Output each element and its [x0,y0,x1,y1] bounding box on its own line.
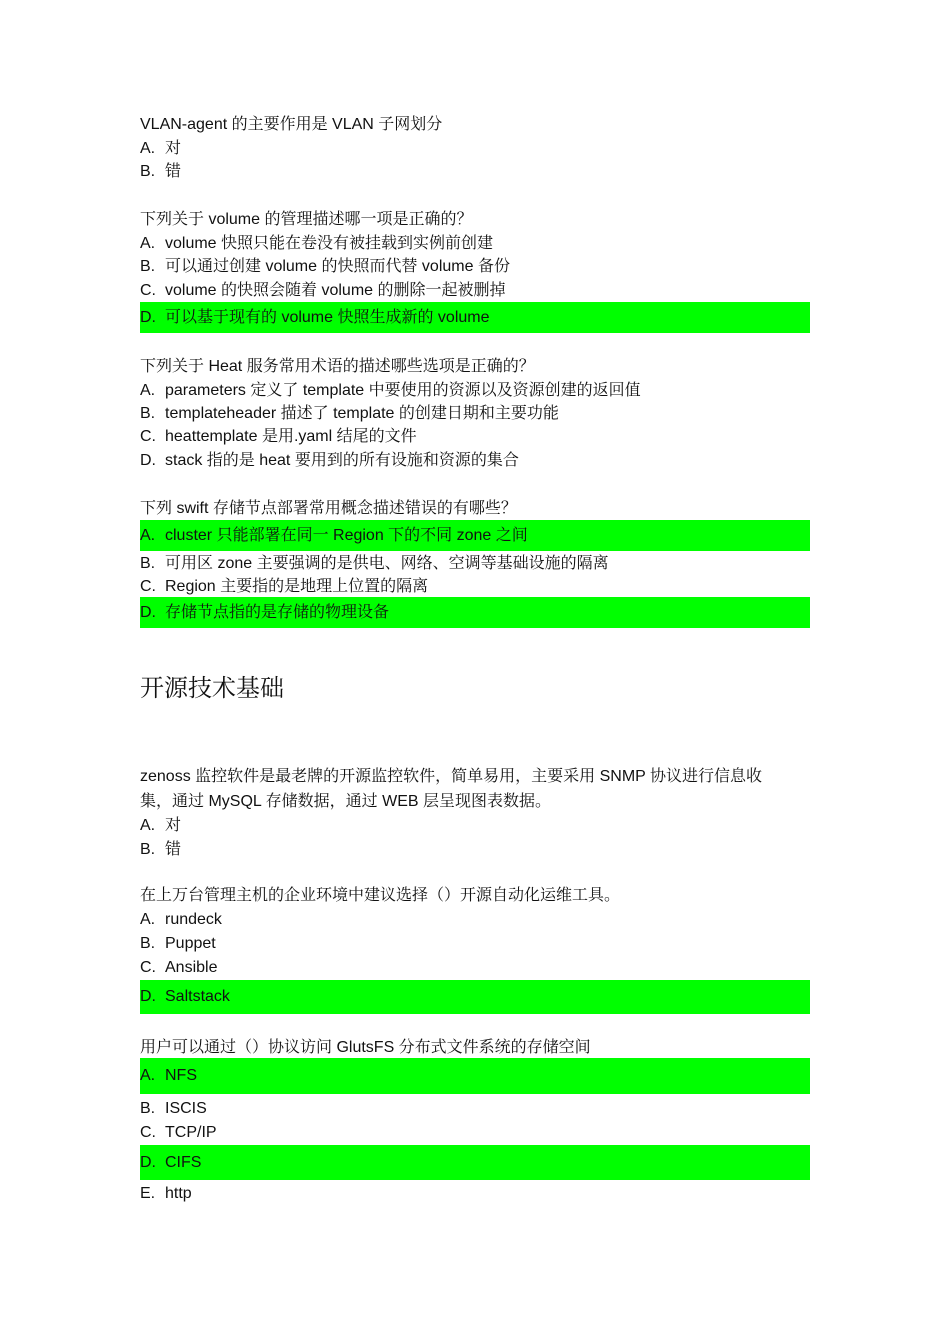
option-letter: C. [140,428,156,445]
option-text: heattemplate 是用.yaml 结尾的文件 [165,428,417,445]
question-3-text: 下列关于 Heat 服务常用术语的描述哪些选项是正确的？ [140,358,535,375]
question-4-option-d [140,597,810,628]
option-letter: C. [140,282,156,299]
question-3-option-d [140,449,810,472]
option-text: http [165,1185,192,1202]
section-question-1-line-2: 集，通过 MySQL 存储数据，通过 WEB 层呈现图表数据。 [140,793,551,810]
question-2-option-b [140,255,810,278]
option-text: 对 [165,140,182,157]
option-letter: A. [140,382,156,399]
question-3-option-c [140,425,810,448]
question-3-option-a [140,379,810,402]
section-question-2-option-b [140,932,810,955]
option-text: ISCIS [165,1100,207,1117]
option-letter: B. [140,841,156,858]
option-text: volume 的快照会随着 volume 的删除一起被删掉 [165,282,506,299]
section-question-3-option-d [140,1145,810,1180]
option-text: templateheader 描述了 template 的创建日期和主要功能 [165,405,559,422]
option-text: Ansible [165,959,218,976]
option-letter: A. [140,817,156,834]
question-4-option-a [140,520,810,551]
option-letter: B. [140,405,156,422]
section-question-3-option-a [140,1058,810,1094]
option-text: rundeck [165,911,222,928]
option-letter: C. [140,1124,156,1141]
option-letter: B. [140,935,156,952]
option-letter: E. [140,1185,156,1202]
option-text: volume 快照只能在卷没有被挂载到实例前创建 [165,235,494,252]
option-text: parameters 定义了 template 中要使用的资源以及资源创建的返回值 [165,382,641,399]
option-letter: A. [140,1067,156,1084]
section-question-2-option-d [140,980,810,1014]
option-text: 错 [165,163,182,180]
option-letter: B. [140,1100,156,1117]
option-letter: C. [140,578,156,595]
option-letter: B. [140,258,156,275]
question-2-option-c [140,279,810,302]
option-text: 可以基于现有的 volume 快照生成新的 volume [165,309,490,326]
question-4-option-b [140,552,810,575]
option-text: 可以通过创建 volume 的快照而代替 volume 备份 [165,258,510,275]
section-question-3-option-c [140,1121,810,1144]
option-letter: A. [140,140,156,157]
option-letter: C. [140,959,156,976]
section-question-1-option-a [140,814,810,837]
option-letter: B. [140,163,156,180]
option-text: cluster 只能部署在同一 Region 下的不同 zone 之间 [165,527,528,544]
option-text: CIFS [165,1154,202,1171]
question-1-option-a [140,137,810,160]
section-heading: 开源技术基础 [140,674,284,702]
option-letter: D. [140,604,156,621]
option-text: 存储节点指的是存储的物理设备 [165,604,390,621]
option-text: 错 [165,841,182,858]
option-text: Region 主要指的是地理上位置的隔离 [165,578,429,595]
section-question-3-text: 用户可以通过（）协议访问 GlutsFS 分布式文件系统的存储空间 [140,1039,591,1056]
option-letter: B. [140,555,156,572]
section-question-2-option-a [140,908,810,931]
section-question-2-option-c [140,956,810,979]
question-3-option-b [140,402,810,425]
section-question-1-option-b [140,838,810,861]
option-letter: A. [140,527,156,544]
section-question-3-option-e [140,1182,810,1205]
question-1-text: VLAN-agent 的主要作用是 VLAN 子网划分 [140,116,443,133]
section-question-1-line-1: zenoss 监控软件是最老牌的开源监控软件，简单易用，主要采用 SNMP 协议进行信息收 [140,768,762,785]
option-letter: D. [140,309,156,326]
question-4-option-c [140,575,810,598]
option-text: Saltstack [165,988,230,1005]
question-2-text: 下列关于 volume 的管理描述哪一项是正确的？ [140,211,473,228]
option-text: NFS [165,1067,197,1084]
question-4-text: 下列 swift 存储节点部署常用概念描述错误的有哪些？ [140,500,517,517]
option-letter: A. [140,911,156,928]
option-text: Puppet [165,935,216,952]
option-text: stack 指的是 heat 要用到的所有设施和资源的集合 [165,452,519,469]
option-letter: D. [140,1154,156,1171]
question-2-option-a [140,232,810,255]
question-1-option-b [140,160,810,183]
section-question-3-option-b [140,1097,810,1120]
option-text: 对 [165,817,182,834]
section-question-2-text: 在上万台管理主机的企业环境中建议选择（）开源自动化运维工具。 [140,887,621,904]
option-letter: D. [140,452,156,469]
question-2-option-d [140,302,810,333]
option-letter: D. [140,988,156,1005]
option-text: 可用区 zone 主要强调的是供电、网络、空调等基础设施的隔离 [165,555,609,572]
option-text: TCP/IP [165,1124,217,1141]
option-letter: A. [140,235,156,252]
